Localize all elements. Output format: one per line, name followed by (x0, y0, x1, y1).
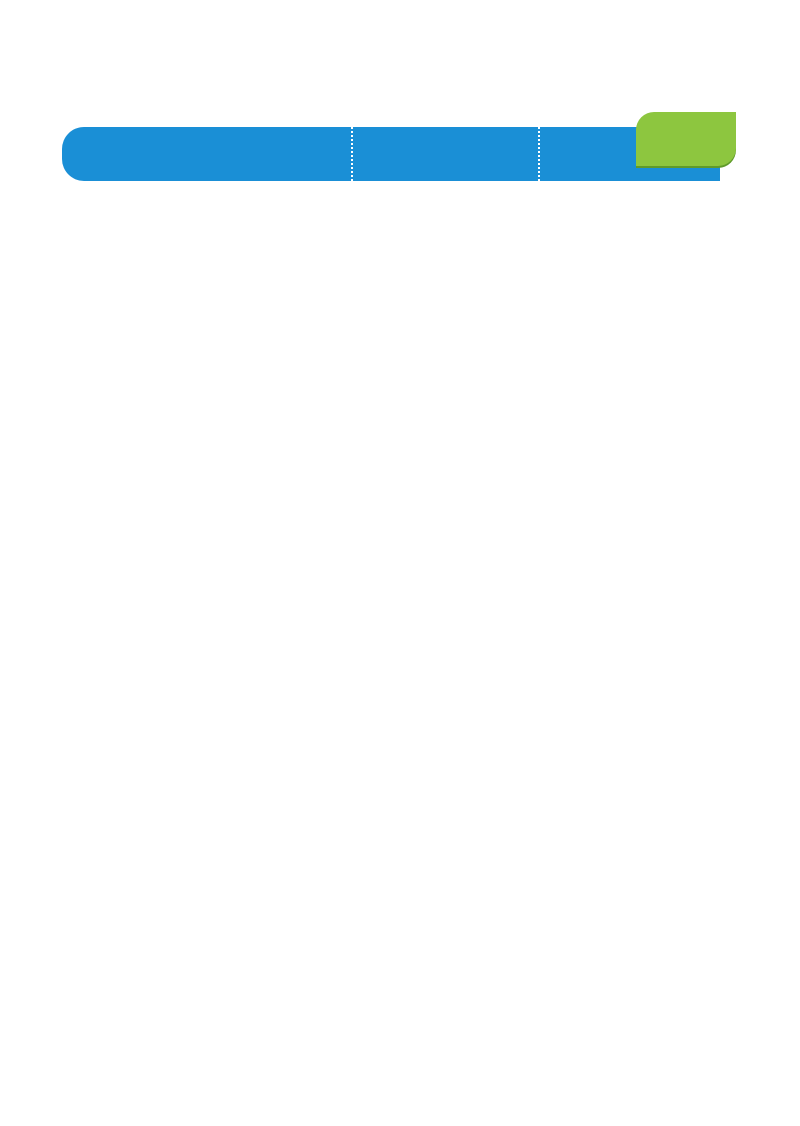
header-expression (62, 127, 262, 181)
table-header (62, 127, 720, 181)
header-page (636, 112, 736, 166)
header-lesson (351, 127, 540, 181)
